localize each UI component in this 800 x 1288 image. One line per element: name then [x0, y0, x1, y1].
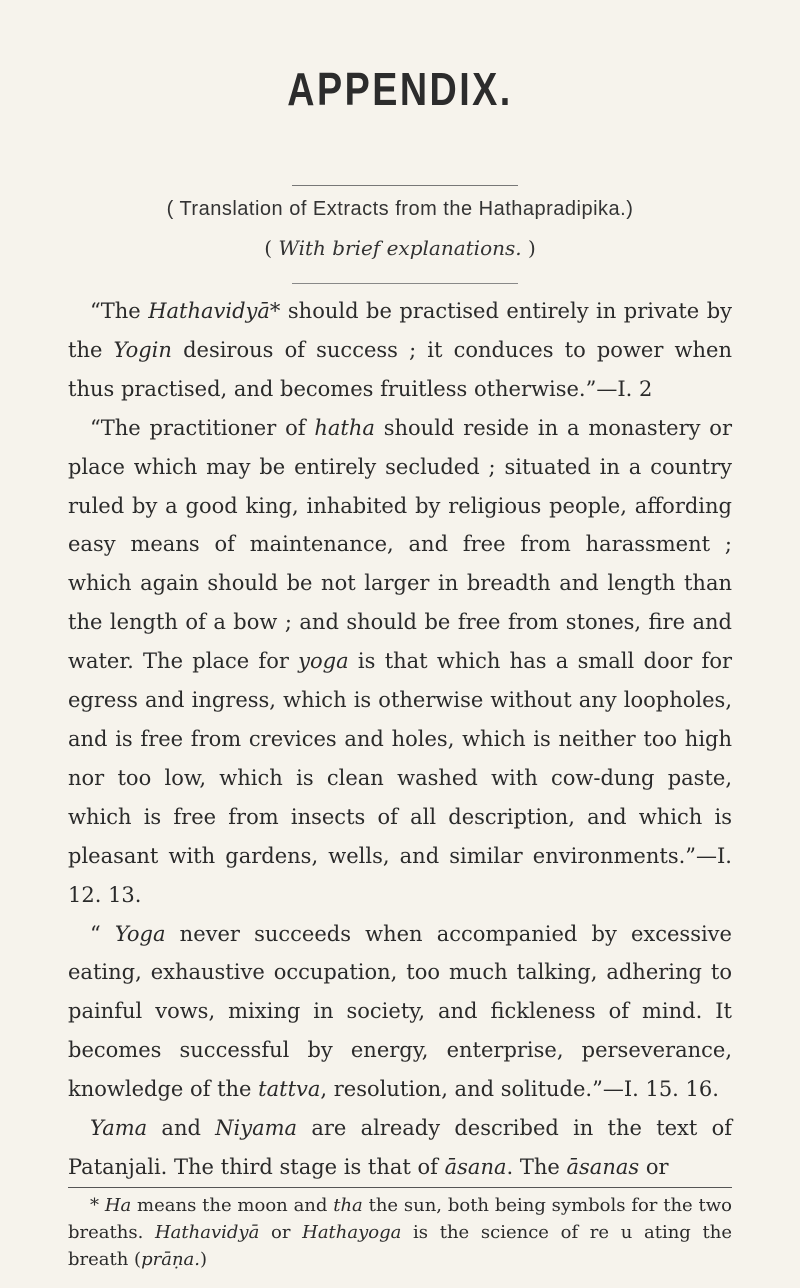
text-run: , resolution, and solitude.”—I. 15. 16. [320, 1077, 719, 1102]
paragraph [68, 292, 732, 409]
section-divider [292, 283, 518, 284]
paragraph [68, 1109, 732, 1187]
text-run: “The [90, 299, 149, 323]
body-text [68, 292, 732, 1187]
footnote [68, 1192, 732, 1273]
footnote-divider [68, 1187, 732, 1188]
subtitle-close-paren: ) [521, 236, 536, 260]
explanations-subtitle [0, 236, 800, 260]
italic-term: Niyama [215, 1116, 298, 1141]
italic-term: hatha [314, 415, 375, 440]
text-run: ) [200, 1249, 208, 1270]
subtitle-italic-text: With brief explanations. [278, 236, 522, 260]
title-divider [292, 185, 518, 186]
footnote-text [68, 1192, 732, 1273]
text-run: are already described in the text of Patanjali. The third stage is that of [68, 1116, 732, 1179]
text-run: and [147, 1116, 216, 1141]
italic-term: Yama [90, 1116, 148, 1141]
italic-term: Ha [104, 1195, 132, 1216]
page-title: APPENDIX. [287, 63, 513, 115]
text-run: is that which has a small door for egress and ingress, which is otherwise without any loopholes, and is free from crevices and holes, which is neither too high nor too low, which is clean washed with cow-dung paste, which is free from insects of all description, and which is pleasant with gardens, wells, and similar environments.”—I. 12. 13. [68, 649, 732, 907]
text-run: or [639, 1154, 669, 1179]
italic-term: Hathavidyā [154, 1222, 260, 1243]
text-run: should be practised entirely in private by the [68, 299, 732, 362]
italic-term: prāṇa. [141, 1249, 200, 1270]
text-run: the sun, both being symbols for the two breaths. [68, 1195, 732, 1243]
paragraph [68, 409, 732, 915]
subtitle-open-paren: ( [264, 236, 279, 260]
text-run: “ [90, 921, 115, 946]
italic-term: āsanas [566, 1154, 640, 1179]
italic-term: Hathavidyā* [148, 299, 281, 323]
italic-term: yoga [298, 649, 349, 674]
italic-term: āsana [444, 1154, 507, 1179]
italic-term: Yoga [114, 921, 166, 946]
text-run: should reside in a monastery or place which may be entirely secluded ; situated in a country ruled by a good king, inhabited by religious people, affording easy means of maintenance, and free from harassment ; which again should be not larger in breadth and length than the length of a bow ; and should be free from stones, fire and water. The place for [68, 415, 732, 674]
text-run: is the science of re u ating the breath ( [68, 1222, 732, 1270]
text-run: . The [506, 1154, 567, 1179]
paragraph [68, 915, 732, 1110]
translation-subtitle: ( Translation of Extracts from the Hathapradipika.) [166, 198, 634, 220]
italic-term: Hathayoga [302, 1222, 402, 1243]
text-run: * [90, 1195, 105, 1216]
text-run: means the moon and [131, 1195, 334, 1216]
text-run: desirous of success ; it conduces to power when thus practised, and becomes fruitless otherwise.”—I. 2 [68, 337, 732, 401]
italic-term: tattva [258, 1077, 321, 1102]
text-run: “The practitioner of [90, 415, 315, 440]
text-run: never succeeds when accompanied by excessive eating, exhaustive occupation, too much talking, adhering to painful vows, mixing in society, and fickleness of mind. It becomes successful by energy, enterprise, perseverance, knowledge of the [68, 921, 732, 1102]
italic-term: Yogin [113, 337, 172, 362]
italic-term: tha [333, 1195, 363, 1216]
text-run: or [259, 1222, 303, 1243]
